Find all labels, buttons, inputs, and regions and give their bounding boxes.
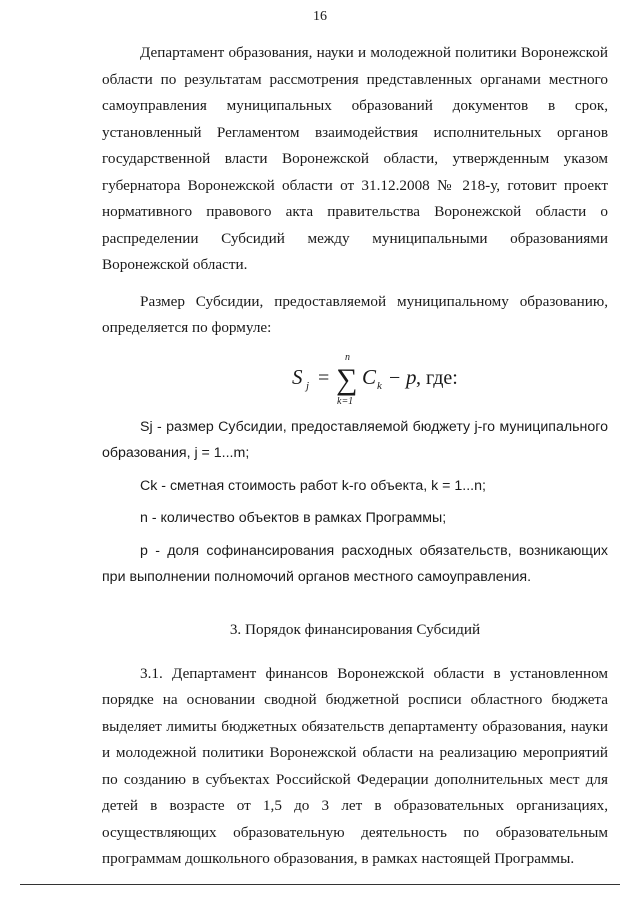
formula-graphic bbox=[102, 348, 608, 408]
paragraph-3-1: 3.1. Департамент финансов Воронежской области в установленном порядке на основании сводной бюджетной росписи областного бюджета выделяет лимиты бюджетных обязательств департаменту образования, науки и молодежной политики Воронежской области на реализацию мероприятий по созданию в субъектах Российской Федерации дополнительных мест для детей в возрасте от 1,5 до 3 лет в образовательных организациях, осуществляющих образовательную деятельность по образовательным программам дошкольного образования, в рамках настоящей Программы. bbox=[102, 664, 608, 867]
formula-term-subscript: k bbox=[377, 379, 382, 392]
definition-ck: Ck - сметная стоимость работ k-го объекта, k = 1...n; bbox=[140, 477, 486, 494]
formula-term: C bbox=[362, 364, 377, 389]
document-body bbox=[102, 40, 608, 873]
bottom-scan-edge-line bbox=[20, 884, 620, 885]
page-number: 16 bbox=[313, 9, 327, 24]
formula-sum-sign: ∑ bbox=[336, 362, 358, 396]
formula-lhs: S bbox=[292, 364, 303, 389]
formula-minus: − bbox=[389, 366, 401, 389]
definition-p: p - доля софинансирования расходных обязательств, возникающих при выполнении полномочий органов местного самоуправления. bbox=[102, 542, 608, 585]
section-title: 3. Порядок финансирования Субсидий bbox=[229, 620, 481, 638]
definition-n: n - количество объектов в рамках Программы; bbox=[140, 510, 447, 526]
formula-sum-upper: n bbox=[345, 351, 350, 363]
formula-suffix: , где: bbox=[416, 366, 458, 389]
subsidy-formula bbox=[102, 348, 608, 408]
paragraph-department-procedure: Департамент образования, науки и молодежной политики Воронежской области по результатам рассмотрения представленных органами местного самоуправления муниципальных образований документов в срок, установленный Регламентом взаимодействия исполнительных органов государственной власти Воронежской области, утвержденным указом губернатора Воронежской области от 31.12.2008 № 218-у, готовит проект нормативного правового акта правительства Воронежской области о распределении Субсидий между муниципальными образованиями Воронежской области. bbox=[102, 44, 608, 273]
formula-equals: = bbox=[318, 366, 330, 389]
formula-lhs-subscript: j bbox=[306, 379, 310, 392]
formula-sum-lower: k=1 bbox=[337, 395, 354, 407]
formula-p: p bbox=[406, 364, 417, 389]
paragraph-subsidy-size-intro: Размер Субсидии, предоставляемой муниципальному образованию, определяется по формуле: bbox=[102, 292, 608, 336]
definition-sj: Sj - размер Субсидии, предоставляемой бюджету j-го муниципального образования, j = 1...m; bbox=[102, 418, 608, 461]
